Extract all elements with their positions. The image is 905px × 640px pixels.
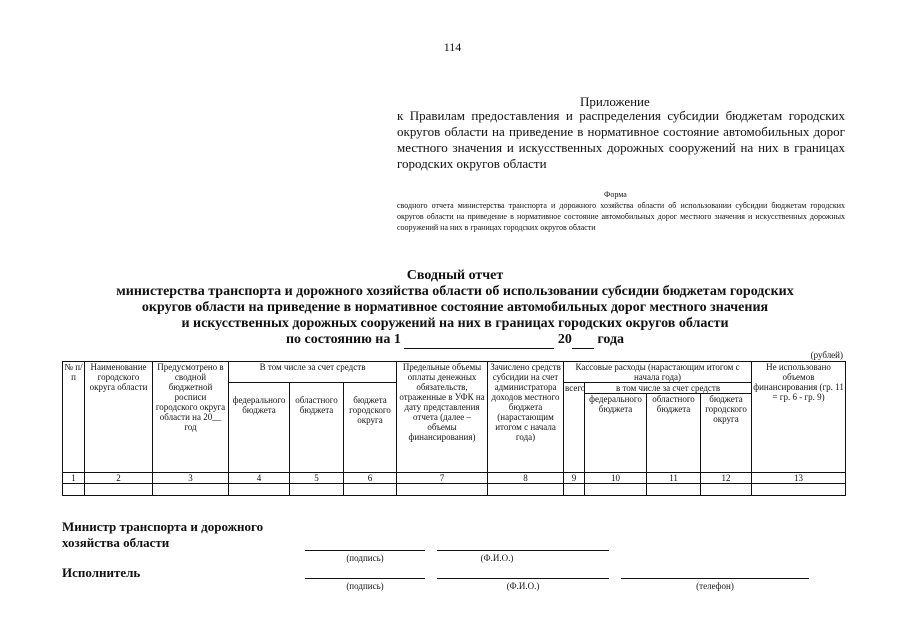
col-federal-header: федерального бюджета — [229, 383, 290, 473]
executor-title: Исполнитель — [62, 565, 141, 580]
col-city2-header: бюджета городского округа — [701, 394, 752, 473]
executor-signature-line — [305, 578, 425, 579]
date-suffix: года — [597, 332, 625, 347]
column-number: 10 — [585, 473, 647, 484]
table-cell — [397, 484, 488, 496]
col-limits-header: Предельные объемы оплаты денежных обязательств, отраженные в УФК на дату представления отчета (далее – объемы финансирования) — [397, 362, 488, 473]
col-city-header: бюджета городского округа — [344, 383, 397, 473]
column-number: 9 — [564, 473, 585, 484]
form-description: сводного отчета министерства транспорта и дорожного хозяйства области об использовании субсидии бюджетам городских округов области на приведение в нормативное состояние автомобильных дорог местного значения и искусственных дорожных сооружений на них в границах городских округов области — [397, 201, 845, 232]
table-cell — [701, 484, 752, 496]
executor-phone-line — [621, 578, 809, 579]
minister-name-line — [437, 550, 609, 551]
year-blank — [572, 332, 594, 349]
column-number: 6 — [344, 473, 397, 484]
form-label: Форма — [604, 190, 627, 199]
column-number: 7 — [397, 473, 488, 484]
executor-phone-caption: (телефон) — [696, 581, 734, 591]
column-number: 5 — [290, 473, 344, 484]
report-title — [60, 268, 850, 349]
executor-signature-caption: (подпись) — [346, 581, 384, 591]
page-number: 114 — [443, 40, 462, 54]
table-cell — [85, 484, 153, 496]
col-credited-header: Зачислено средств субсидии на счет администратора доходов местного бюджета (нарастающим итогом с начала года) — [488, 362, 564, 473]
column-numbers-row — [63, 473, 846, 484]
col-regional2-header: областного бюджета — [647, 394, 701, 473]
column-number: 13 — [752, 473, 846, 484]
executor-name-line — [437, 578, 609, 579]
col-planned-header: Предусмотрено в сводной бюджетной росписи городского округа области на 20__ год — [153, 362, 229, 473]
col-name-header: Наименование городского округа области — [85, 362, 153, 473]
col-sources-header: В том числе за счет средств — [229, 362, 397, 383]
report-title-line1: Сводный отчет — [406, 268, 504, 283]
report-title-line4: и искусственных дорожных сооружений на них в границах городских округов области — [181, 316, 729, 331]
executor-name-caption: (Ф.И.О.) — [506, 581, 540, 591]
report-date-line — [60, 332, 850, 349]
date-blank — [404, 332, 554, 349]
annex-title: Приложение — [580, 94, 650, 109]
report-table — [62, 361, 846, 496]
column-number: 2 — [85, 473, 153, 484]
table-cell — [229, 484, 290, 496]
col-total-header: всего — [564, 383, 585, 473]
column-number: 11 — [647, 473, 701, 484]
date-prefix: по состоянию на 1 — [285, 332, 401, 347]
table-cell — [488, 484, 564, 496]
column-number: 3 — [153, 473, 229, 484]
column-number: 4 — [229, 473, 290, 484]
table-cell — [752, 484, 846, 496]
table-cell — [564, 484, 585, 496]
minister-signature-line — [305, 550, 425, 551]
table-cell — [585, 484, 647, 496]
annex-body: к Правилам предоставления и распределения субсидии бюджетам городских округов области на приведение в нормативное состояние автомобильных дорог местного значения и искусственных дорожных сооружений на них в границах городских округов области — [397, 108, 845, 171]
report-title-line2: министерства транспорта и дорожного хозяйства области об использовании субсидии бюджетам городских — [116, 284, 794, 299]
unit-label: (рублей) — [810, 350, 843, 360]
date-year: 20 — [557, 332, 572, 347]
col-unused-header: Не использовано объемов финансирования (гр. 11 = гр. 6 - гр. 9) — [752, 362, 846, 473]
table-cell — [647, 484, 701, 496]
minister-name-caption: (Ф.И.О.) — [480, 553, 514, 563]
col-federal2-header: федерального бюджета — [585, 394, 647, 473]
col-regional-header: областного бюджета — [290, 383, 344, 473]
table-cell — [344, 484, 397, 496]
table-cell — [153, 484, 229, 496]
minister-title: Министр транспорта и дорожного хозяйства области — [62, 519, 264, 550]
col-sources2-header: в том числе за счет средств — [585, 383, 752, 394]
column-number: 8 — [488, 473, 564, 484]
column-number: 12 — [701, 473, 752, 484]
column-number: 1 — [63, 473, 85, 484]
minister-signature-caption: (подпись) — [346, 553, 384, 563]
col-num-header: № п/п — [63, 362, 85, 473]
table-cell — [63, 484, 85, 496]
report-title-line3: округов области на приведение в нормативное состояние автомобильных дорог местного значения — [141, 300, 769, 315]
col-cash-header: Кассовые расходы (нарастающим итогом с начала года) — [564, 362, 752, 383]
table-row — [63, 484, 846, 496]
table-cell — [290, 484, 344, 496]
